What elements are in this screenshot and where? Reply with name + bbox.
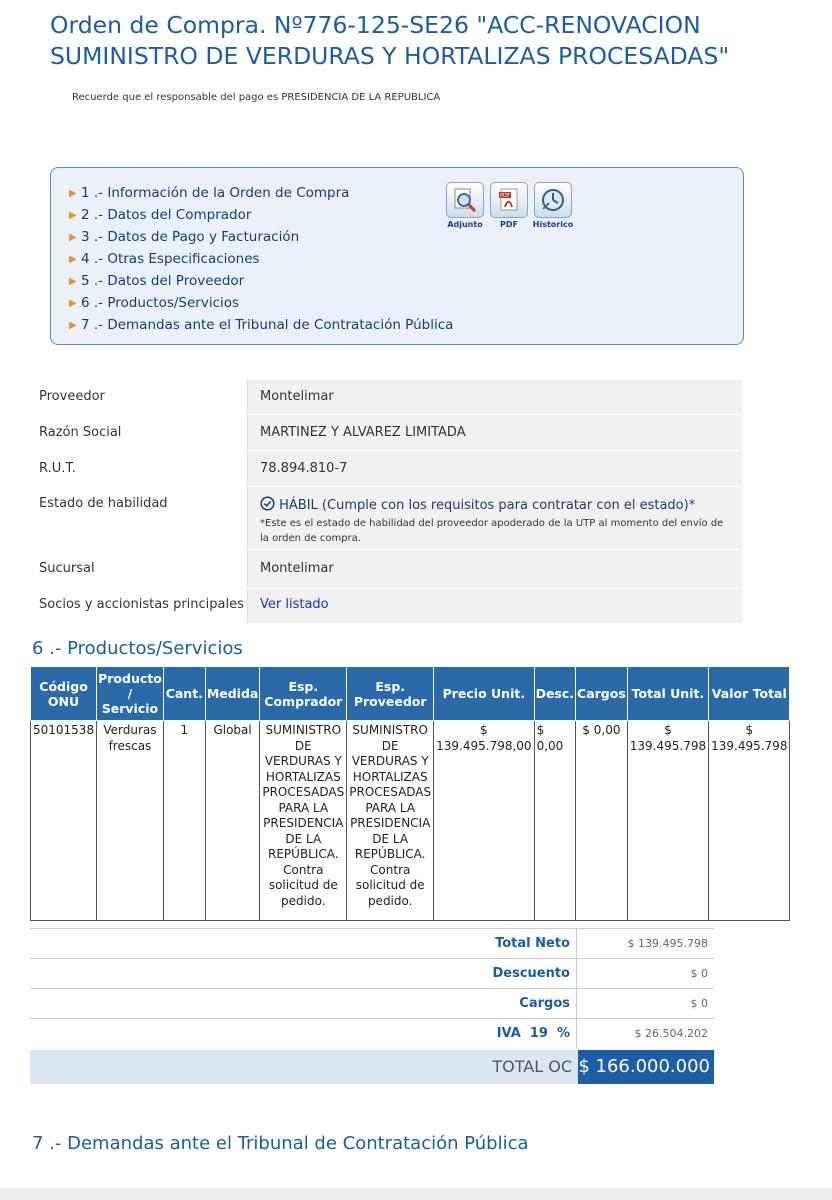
habilidad-text: HÁBIL (Cumple con los requisitos para contratar con el estado)* xyxy=(279,498,696,513)
habilidad-value xyxy=(248,487,742,549)
cargos-row xyxy=(30,988,714,1018)
total-oc-value: $ 166.000.000 xyxy=(578,1050,714,1084)
nav-item-comprador[interactable] xyxy=(69,206,453,228)
products-table xyxy=(30,666,790,921)
provider-row xyxy=(30,589,742,624)
col-header-cargos: Cargos xyxy=(576,667,628,721)
habilidad-status xyxy=(260,496,742,513)
cell-codigo: 50101538 xyxy=(31,721,97,921)
demandas-section-title: 7 .- Demandas ante el Tribunal de Contratación Pública xyxy=(32,1133,529,1154)
provider-details xyxy=(30,380,742,624)
cell-esp-proveedor: SUMINISTRO DE VERDURAS Y HORTALIZAS PROCESADAS PARA LA PRESIDENCIA DE LA REPÚBLICA. Contra solicitud de pedido. xyxy=(347,721,434,921)
arrow-right-icon: ▶ xyxy=(69,210,77,221)
total-neto-row xyxy=(30,928,714,958)
provider-row xyxy=(30,451,742,487)
cargos-value: $ 0 xyxy=(576,989,714,1018)
nav-item-especificaciones[interactable] xyxy=(69,250,453,272)
nav-item-demandas[interactable] xyxy=(69,316,453,338)
provider-row-label: R.U.T. xyxy=(30,451,248,486)
historico-button[interactable] xyxy=(531,182,575,229)
productos-section-title: 6 .- Productos/Servicios xyxy=(32,638,243,659)
provider-row-label: Razón Social xyxy=(30,415,248,450)
cell-medida: Global xyxy=(205,721,260,921)
provider-row xyxy=(30,487,742,550)
col-header-esp-comprador: Esp. Comprador xyxy=(260,667,347,721)
provider-row xyxy=(30,380,742,415)
col-header-total-unit: Total Unit. xyxy=(627,667,708,721)
check-circle-icon xyxy=(260,496,275,511)
section-navigation xyxy=(50,167,744,345)
nav-list xyxy=(69,184,453,338)
iva-label: IVA 19 % xyxy=(496,1026,570,1041)
total-neto-value: $ 139.495.798 xyxy=(576,929,714,958)
provider-row-label: Estado de habilidad xyxy=(30,487,248,549)
svg-text:PDF: PDF xyxy=(500,193,510,199)
nav-item-pago[interactable] xyxy=(69,228,453,250)
clock-icon xyxy=(534,182,572,218)
ver-listado-link[interactable]: Ver listado xyxy=(248,589,742,623)
provider-row-label: Proveedor xyxy=(30,380,248,414)
provider-row-value: 78.894.810-7 xyxy=(248,451,742,486)
nav-item-label: 3 .- Datos de Pago y Facturación xyxy=(81,229,300,245)
provider-row-label: Sucursal xyxy=(30,550,248,588)
cell-total-unit: $ 139.495.798 xyxy=(627,721,708,921)
cell-desc: $ 0,00 xyxy=(534,721,575,921)
nav-item-label: 2 .- Datos del Comprador xyxy=(81,207,252,223)
habilidad-note: *Este es el estado de habilidad del proveedor apoderado de la UTP al momento del envío de la orden de compra. xyxy=(260,518,724,544)
pdf-icon xyxy=(490,182,528,218)
table-row xyxy=(31,721,790,921)
page-footer-strip xyxy=(0,1188,832,1200)
col-header-cant: Cant. xyxy=(163,667,205,721)
nav-item-info-orden[interactable] xyxy=(69,184,453,206)
cell-cant: 1 xyxy=(163,721,205,921)
arrow-right-icon: ▶ xyxy=(69,188,77,199)
descuento-label: Descuento xyxy=(492,966,570,981)
pdf-label: PDF xyxy=(500,220,518,229)
document-actions xyxy=(443,182,575,229)
historico-label: Historico xyxy=(532,220,574,229)
iva-value: $ 26.504.202 xyxy=(576,1019,714,1048)
descuento-row xyxy=(30,958,714,988)
col-header-medida: Medida xyxy=(205,667,260,721)
provider-row-label: Socios y accionistas principales xyxy=(30,589,248,623)
nav-item-label: 1 .- Información de la Orden de Compra xyxy=(81,185,350,201)
products-header-row xyxy=(31,667,790,721)
descuento-value: $ 0 xyxy=(576,959,714,988)
col-header-producto: Producto / Servicio xyxy=(97,667,164,721)
provider-row-value: MARTINEZ Y ALVAREZ LIMITADA xyxy=(248,415,742,450)
provider-row-value: Montelimar xyxy=(248,550,742,588)
adjunto-label: Adjunto xyxy=(447,220,483,229)
magnifier-icon xyxy=(446,182,484,218)
arrow-right-icon: ▶ xyxy=(69,298,77,309)
total-oc-row xyxy=(30,1050,714,1084)
col-header-precio-unit: Precio Unit. xyxy=(434,667,534,721)
total-neto-label: Total Neto xyxy=(495,936,570,951)
cell-producto: Verduras frescas xyxy=(97,721,164,921)
col-header-esp-proveedor: Esp. Proveedor xyxy=(347,667,434,721)
nav-item-label: 6 .- Productos/Servicios xyxy=(81,295,240,311)
payment-reminder: Recuerde que el responsable del pago es PRESIDENCIA DE LA REPUBLICA xyxy=(72,92,441,103)
total-oc-label: TOTAL OC xyxy=(492,1057,572,1076)
nav-item-label: 4 .- Otras Especificaciones xyxy=(81,251,260,267)
pdf-button[interactable] xyxy=(487,182,531,229)
arrow-right-icon: ▶ xyxy=(69,232,77,243)
iva-row xyxy=(30,1018,714,1048)
provider-row xyxy=(30,550,742,589)
cell-precio-unit: $ 139.495.798,00 xyxy=(434,721,534,921)
arrow-right-icon: ▶ xyxy=(69,254,77,265)
totals-summary xyxy=(30,928,714,1084)
cell-valor-total: $ 139.495.798 xyxy=(709,721,790,921)
col-header-desc: Desc. xyxy=(534,667,575,721)
nav-item-label: 5 .- Datos del Proveedor xyxy=(81,273,245,289)
nav-item-label: 7 .- Demandas ante el Tribunal de Contratación Pública xyxy=(81,317,454,333)
provider-row-value: Montelimar xyxy=(248,380,742,414)
nav-item-productos[interactable] xyxy=(69,294,453,316)
nav-item-proveedor[interactable] xyxy=(69,272,453,294)
arrow-right-icon: ▶ xyxy=(69,320,77,331)
page-title: Orden de Compra. Nº776-125-SE26 "ACC-RENOVACION SUMINISTRO DE VERDURAS Y HORTALIZAS PROCESADAS" xyxy=(50,11,730,70)
adjunto-button[interactable] xyxy=(443,182,487,229)
col-header-valor-total: Valor Total xyxy=(709,667,790,721)
provider-row xyxy=(30,415,742,451)
col-header-codigo: Código ONU xyxy=(31,667,97,721)
cell-cargos: $ 0,00 xyxy=(576,721,628,921)
cargos-label: Cargos xyxy=(519,996,570,1011)
arrow-right-icon: ▶ xyxy=(69,276,77,287)
cell-esp-comprador: SUMINISTRO DE VERDURAS Y HORTALIZAS PROCESADAS PARA LA PRESIDENCIA DE LA REPÚBLICA. Contra solicitud de pedido. xyxy=(260,721,347,921)
